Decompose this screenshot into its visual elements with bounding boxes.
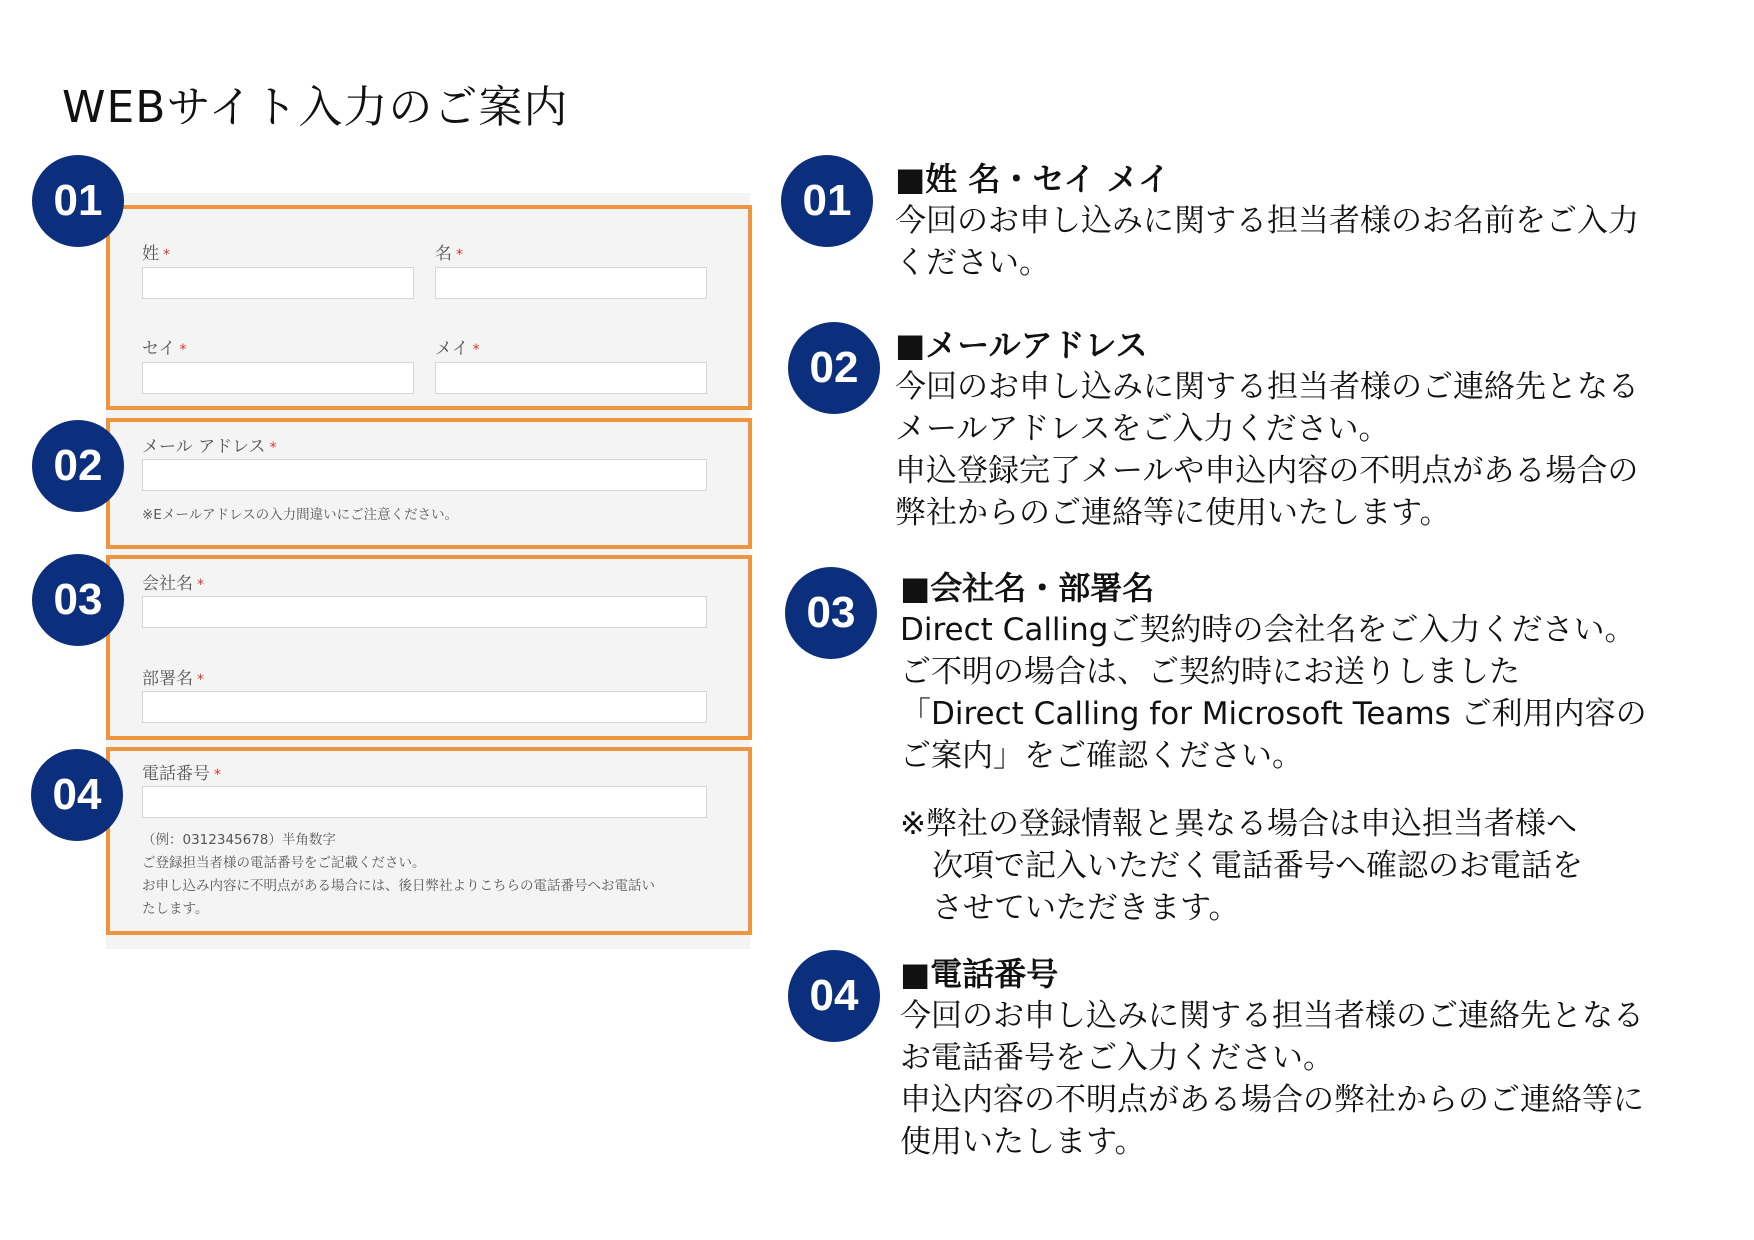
desc-line: 今回のお申し込みに関する担当者様のお名前をご入力 [895,203,1639,239]
form-section-name [106,205,752,410]
section-badge-04: 04 [31,749,123,841]
desc-company [900,567,1730,929]
desc-note-line: ※弊社の登録情報と異なる場合は申込担当者様へ [900,806,1577,842]
first-kana-label: メイ * [435,339,480,359]
desc-line: 使用いたします。 [900,1124,1146,1160]
dept-input[interactable] [142,691,707,723]
desc-badge-04: 04 [788,950,880,1042]
desc-line: お電話番号をご入力ください。 [900,1040,1334,1076]
form-section-company [106,555,752,740]
last-name-label: 姓 * [142,244,170,264]
email-label: メール アドレス * [142,437,277,457]
desc-line: メールアドレスをご入力ください。 [895,411,1390,447]
email-input[interactable] [142,459,707,491]
desc-line: 弊社からのご連絡等に使用いたします。 [895,495,1451,531]
desc-badge-01: 01 [781,155,873,247]
desc-note-line: 次項で記入いただく電話番号へ確認のお電話を [932,848,1583,884]
desc-heading-company: ■会社名・部署名 [900,569,1155,607]
desc-heading-name: ■姓 名・セイ メイ [895,160,1170,198]
first-name-label: 名 * [435,244,463,264]
desc-line: 「Direct Calling for Microsoft Teams ご利用内容の [900,696,1647,732]
last-kana-label: セイ * [142,339,187,359]
last-name-input[interactable] [142,267,414,299]
form-section-phone [106,747,752,935]
desc-phone [900,953,1730,1163]
desc-line: Direct Callingご契約時の会社名をご入力ください。 [900,612,1636,648]
dept-label: 部署名 * [142,669,204,689]
email-note: ※Eメールアドレスの入力間違いにご注意ください。 [142,507,459,523]
form-section-email [106,418,752,549]
desc-line: 申込内容の不明点がある場合の弊社からのご連絡等に [900,1082,1644,1118]
first-kana-input[interactable] [435,362,707,394]
desc-line: 今回のお申し込みに関する担当者様のご連絡先となる [895,369,1639,405]
desc-badge-03: 03 [785,567,877,659]
phone-note-example: （例：0312345678）半角数字 [142,832,336,848]
desc-line: ください。 [895,245,1050,281]
company-label: 会社名 * [142,574,204,594]
section-badge-01: 01 [32,155,124,247]
desc-heading-phone: ■電話番号 [900,955,1059,993]
desc-note-line: させていただきます。 [932,890,1240,926]
desc-name [895,158,1725,284]
section-badge-03: 03 [32,554,124,646]
first-name-input[interactable] [435,267,707,299]
last-kana-input[interactable] [142,362,414,394]
phone-note-line-1: ご登録担当者様の電話番号をご記載ください。 [142,855,426,871]
desc-email [895,324,1725,534]
page-title: WEBサイト入力のご案内 [62,82,569,134]
phone-label: 電話番号 * [142,764,221,784]
phone-input[interactable] [142,786,707,818]
desc-line: 申込登録完了メールや申込内容の不明点がある場合の [895,453,1639,489]
desc-line: ご不明の場合は、ご契約時にお送りしました [900,654,1520,690]
desc-line: ご案内」をご確認ください。 [900,738,1303,774]
section-badge-02: 02 [32,420,124,512]
desc-badge-02: 02 [788,322,880,414]
phone-note-line-3: たします。 [142,901,209,917]
company-input[interactable] [142,596,707,628]
desc-heading-email: ■メールアドレス [895,326,1148,364]
phone-note-line-2: お申し込み内容に不明点がある場合には、後日弊社よりこちらの電話番号へお電話い [142,878,655,894]
desc-line: 今回のお申し込みに関する担当者様のご連絡先となる [900,998,1644,1034]
